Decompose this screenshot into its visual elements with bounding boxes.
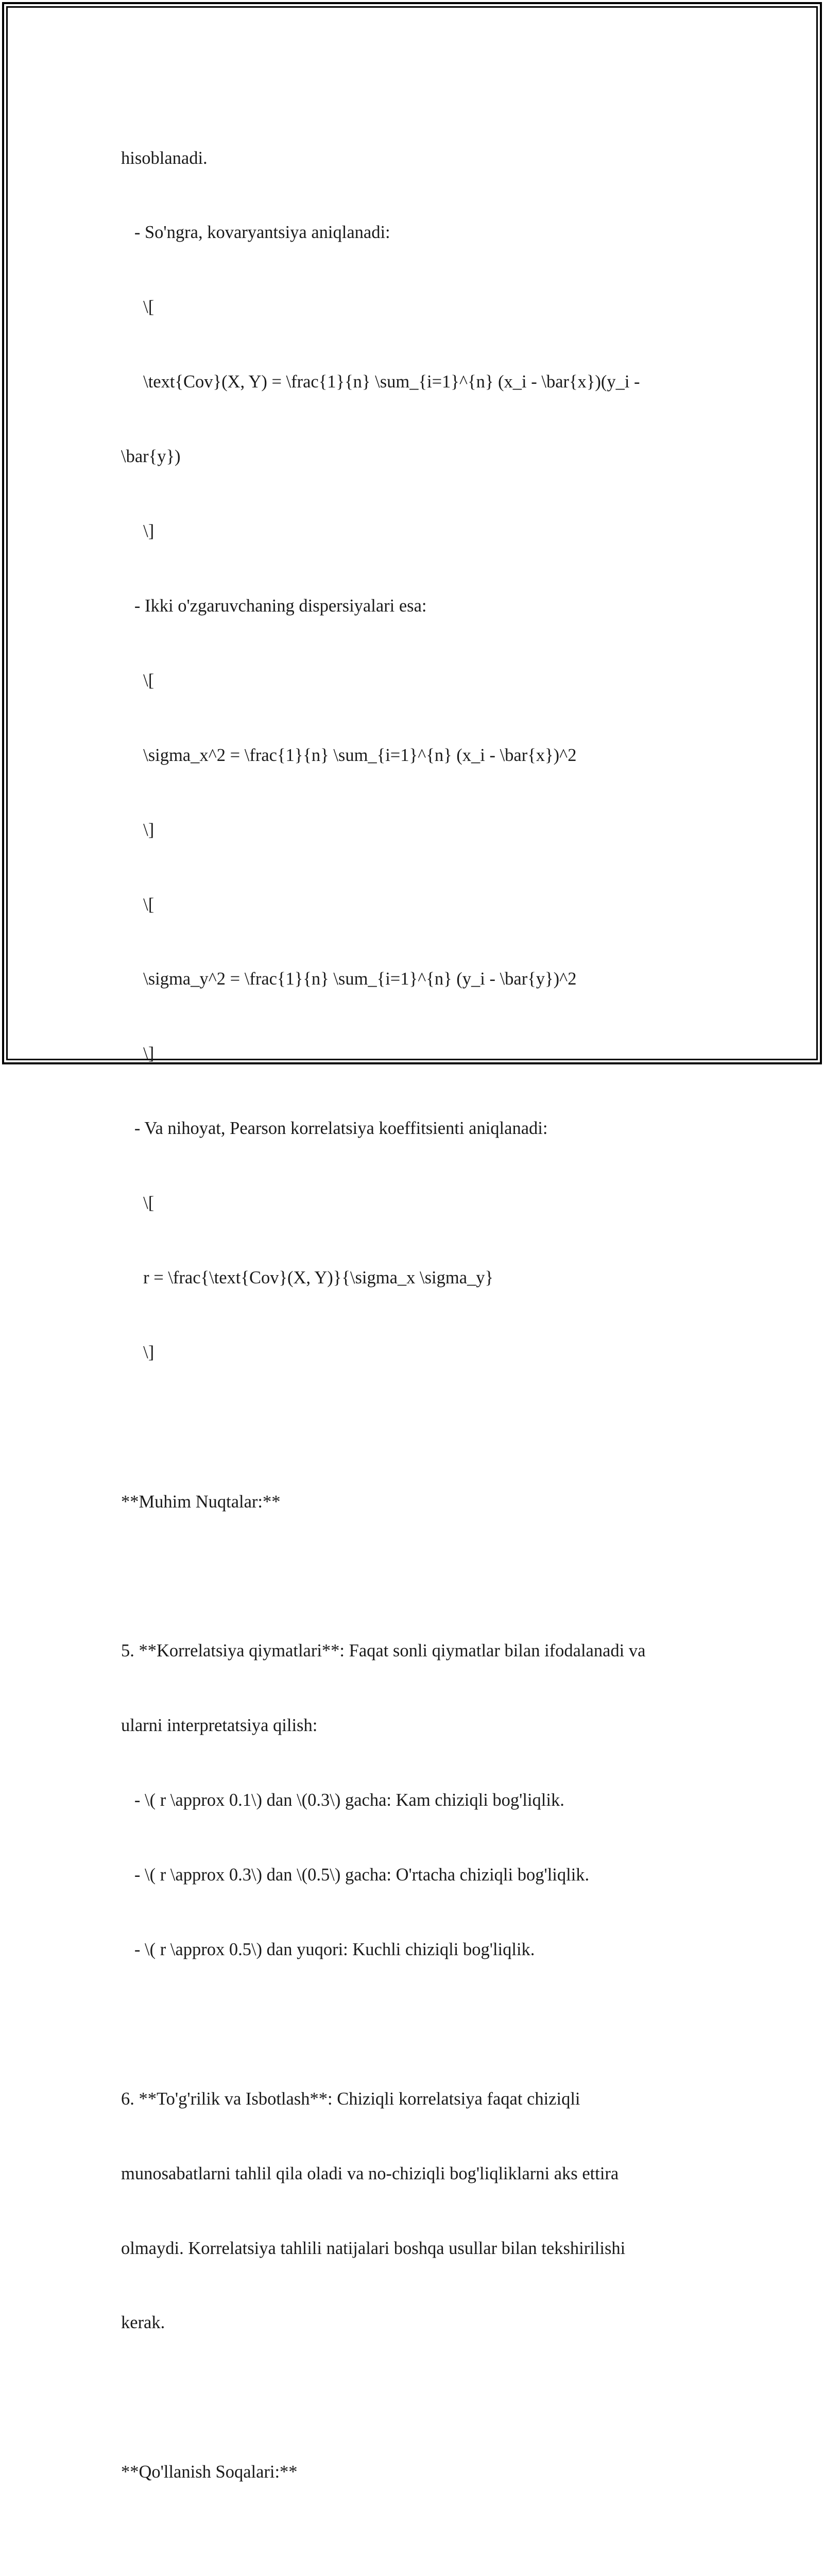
text-line: kerak. xyxy=(121,2313,165,2333)
text-line: r = \frac{\text{Cov}(X, Y)}{\sigma_x \sigma_y} xyxy=(121,1267,494,1287)
text-line: \[ xyxy=(121,670,154,690)
text-line: olmaydi. Korrelatsiya tahlili natijalari boshqa usullar bilan tekshirilishi xyxy=(121,2238,626,2258)
text-line: - So'ngra, kovaryantsiya aniqlanadi: xyxy=(121,223,390,243)
text-line: - \( r \approx 0.5\) dan yuqori: Kuchli chiziqli bog'liqlik. xyxy=(121,1939,535,1959)
text-line: \] xyxy=(121,1342,154,1362)
text-line: - Ikki o'zgaruvchaning dispersiyalari esa: xyxy=(121,596,427,616)
section-heading: **Muhim Nuqtalar:** xyxy=(121,1492,281,1512)
text-line: - Va nihoyat, Pearson korrelatsiya koeffitsienti aniqlanadi: xyxy=(121,1118,548,1139)
text-line: \sigma_y^2 = \frac{1}{n} \sum_{i=1}^{n} (y_i - \bar{y})^2 xyxy=(121,969,577,989)
blank-line xyxy=(121,2012,693,2037)
text-line: \[ xyxy=(121,297,154,317)
section-heading: **Qo'llanish Soqalari:** xyxy=(121,2462,298,2482)
text-line: \sigma_x^2 = \frac{1}{n} \sum_{i=1}^{n} (x_i - \bar{x})^2 xyxy=(121,745,577,765)
text-line: hisoblanadi. xyxy=(121,148,208,168)
text-line: 6. **To'g'rilik va Isbotlash**: Chiziqli korrelatsiya faqat chiziqli xyxy=(121,2089,580,2109)
text-line: \[ xyxy=(121,894,154,914)
text-line: \] xyxy=(121,1044,154,1064)
text-line: ularni interpretatsiya qilish: xyxy=(121,1716,318,1736)
text-line: 5. **Korrelatsiya qiymatlari**: Faqat sonli qiymatlar bilan ifodalanadi va xyxy=(121,1641,646,1661)
text-line: \[ xyxy=(121,1193,154,1213)
text-line: \text{Cov}(X, Y) = \frac{1}{n} \sum_{i=1}^{n} (x_i - \bar{x})(y_i - xyxy=(121,372,640,392)
text-line: - \( r \approx 0.1\) dan \(0.3\) gacha: Kam chiziqli bog'liqlik. xyxy=(121,1790,564,1810)
blank-line xyxy=(121,2534,693,2559)
blank-line xyxy=(121,1415,693,1439)
blank-line xyxy=(121,1564,693,1589)
text-line: munosabatlarni tahlil qila oladi va no-chiziqli bog'liqliklarni aks ettira xyxy=(121,2163,619,2183)
text-line: \] xyxy=(121,820,154,840)
document-body xyxy=(121,96,693,2576)
text-line: \] xyxy=(121,521,154,541)
text-line: - \( r \approx 0.3\) dan \(0.5\) gacha: O'rtacha chiziqli bog'liqlik. xyxy=(121,1865,590,1885)
blank-line xyxy=(121,2385,693,2410)
text-line: \bar{y}) xyxy=(121,447,181,467)
